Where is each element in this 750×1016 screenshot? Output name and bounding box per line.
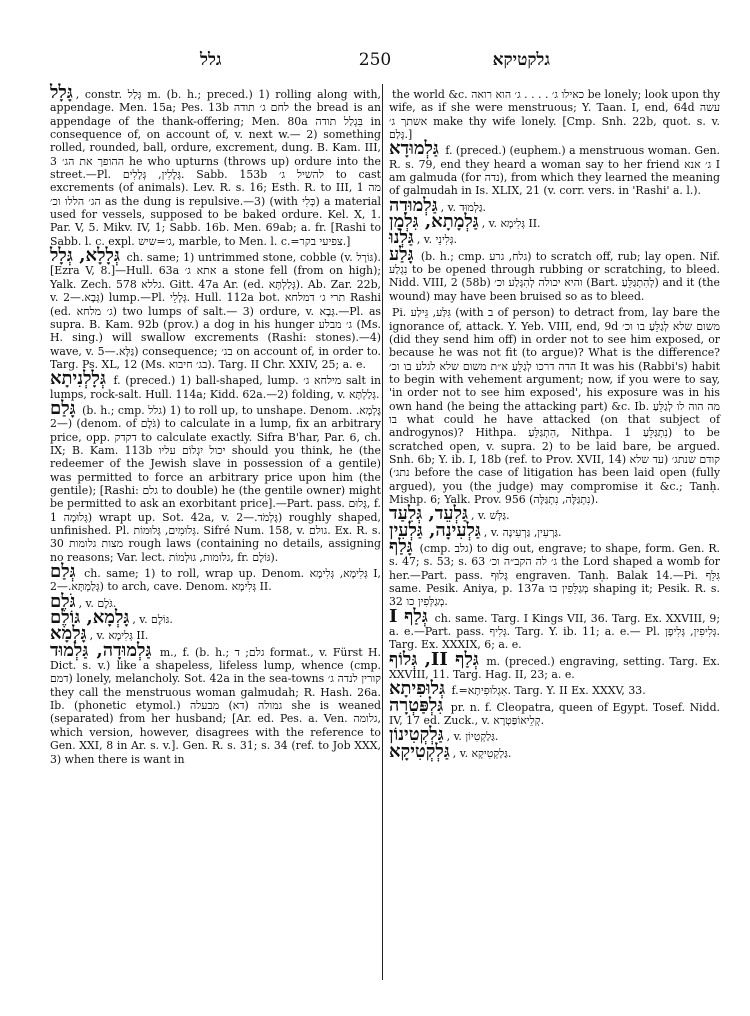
column-divider xyxy=(382,84,383,980)
entry-headword: גַּלְעִינָה, גַּלְעִין xyxy=(389,519,481,541)
entry-definition: , v. גְּלִימָא II. xyxy=(481,217,541,231)
entry-definition: m. (preced.) engraving, setting. Targ. Ex. XXVIII, 11. Targ. Hag. II, 23; a. e. xyxy=(389,654,721,682)
entry-definition: , v. גַּלְּשׁ. xyxy=(470,509,510,523)
entry-definition: (b. h.; cmp. גלל) 1) to roll up, to unshape. Denom. גָּלְמָא.—2) (denom. of גֹּלֶם) to calculate in a lump, fix an arbitrary price, opp. דקדק to calculate exactly. Sifra B'har, Par. 6, ch. IX; B. Kam. 113b יכול יִגְלוֹם עליו should you think, he (the redeemer of the Jewish slave in possession of a gentile) was permitted to force an arbitrary price upon him (the gentile); [Rashi: גלם to double) he (the gentile owner) might be permitted to ask an exorbitant price].—Part. pass. גָּלוּם, f. גְּלוּמָה 1) wrapt up. Sot. 42a, v. גָּלְמֹד.—2) roughly shaped, unfinished. Pl. גְּלוּמִים, גְּלוּמוֹת. Sifré Num. 158, v. גולם. Ex. R. s. 30 מצות גלומות rough laws (containing no details, assigning no reasons; Var. lect. גלומות, גוּלְמוֹת, fr. גּוֹלֶם). xyxy=(50,403,382,564)
entry-definition: f. (preced.) 1) ball-shaped, lump. מילחא ג׳ salt in lumps, rock-salt. Hull. 114a; Kidd. 62a.—2) folding, v. גְּלַלְתָּא. xyxy=(50,374,381,401)
right-column xyxy=(389,86,720,761)
entry-headword: גַּלְנוּ xyxy=(389,227,414,249)
entry-headword: גַּלְמוּדָה xyxy=(389,194,438,216)
dictionary-entry xyxy=(389,536,720,609)
entry-definition: ch. same; 1) untrimmed stone, cobble (v. גּוֹרָל). [Ezra V, 8.]—Hull. 63a אתא ג׳ a stone fell (from on high); Yalk. Zech. 578 גללא. Gitt. 47a Ar. (ed. גְּלַלְתָּא). Ab. Zar. 22b, v. גְּבָא.—2) lump.—Pl. גְּלָלֵי. Hull. 112a bot. תרי ג׳ דמלחא Rashi (ed. ג׳ מלחא) two lumps of salt.— 3) ordure, v. גְּבָא.—Pl. as supra. B. Kam. 92b (prov.) a dog in his hunger ג׳ מבלע (Ms. H. sing.) will swallow excrements (Rashi: stones).—4) wave, v. גַּלָּא.—5) consequence; בג׳ on account of, in order to. Targ. Ps. XL, 12 (Ms. בג׳ חיבוא). Targ. II Chr. XXIV, 25; a. e. xyxy=(50,251,382,371)
entry-headword: גֹּלֶם xyxy=(50,590,76,612)
running-header xyxy=(20,50,730,74)
dictionary-entry xyxy=(389,605,721,652)
dictionary-entry xyxy=(50,607,381,629)
dictionary-entry xyxy=(389,138,721,198)
entry-headword: גָּלַע xyxy=(389,243,414,265)
entry-headword: גַּלְמוּדָה, גַּלְמוּד xyxy=(50,639,152,661)
dictionary-entry xyxy=(389,86,720,141)
entry-definition: , v. גְּלִינֵי. xyxy=(416,233,457,247)
dictionary-entry xyxy=(389,304,720,506)
entry-definition: ch. same; 1) to roll, wrap up. Denom. גְּלִימָא, גְּלִימָא I, גְּלַמְתָּא.—2) to arch, cave. Denom. גְּלִימָא II. xyxy=(50,567,381,594)
entry-headword: גָּלָל xyxy=(50,82,73,103)
dictionary-entry xyxy=(389,227,720,249)
dictionary-entry xyxy=(389,740,720,762)
entry-definition: ch. same. Targ. I Kings VII, 36. Targ. Ex. XXVIII, 9; a. e.—Part. pass. גְּלִיף. Targ. Y. ib. 11; a. e.— Pl. גְּלִיפִין, גְּלִיפָן. Targ. Ex. XXXIX, 6; a. e. xyxy=(389,611,721,652)
entry-headword: גָּלְמָא, גּוֹלֶם xyxy=(50,607,130,629)
entry-definition: f. (preced.) (euphem.) a menstruous woman. Gen. R. s. 79, end they heard a woman say to her friend ג׳ אנא I am galmuda (for נדה), from which they learned the meaning of galmudah in Is. XLIX, 21 (v. corr. vers. in 'Rashi' a. l.). xyxy=(389,144,721,198)
dictionary-entry xyxy=(50,639,381,766)
entry-headword: גַּלְעֵד, גְּלֵעַד xyxy=(389,503,468,525)
entry-definition: the world &c. כאילו ג׳ . . . . ג׳ הוא רואה be lonely; look upon thy wife, as if she were menstruous; Y. Taan. I, end, 64d עשה אשתך ג׳ make thy wife lonely. [Cmp. Snh. 22b, quot. s. v. גָּלַם.] xyxy=(389,88,721,142)
entry-definition: , constr. גְּלַל m. (b. h.; preced.) 1) rolling along with, appendage. Men. 15a; Pes. 13b לחם ג׳ תודה the bread is an appendage of the thank-offering; Men. 80a בִּגְלַל תודה in consequence of, on account of, v. next w.— 2) something rolled, rounded, ball, ordure, excrement, dung. B. Kam. III, 3 ההופך את הג׳ he who upturns (throws up) ordure into the street.—Pl. גְּלָלִין, גְּלָלִים. Sabb. 153b להשיל ג׳ to cast excrements (of animals). Lev. R. s. 16; Esth. R. to III, 1 מה הג׳ הללו וכ׳ as the dung is repulsive.—3) (with כְּלִי) a material used for vessels, supposed to be baked ordure. Kel. X, 1. Par. V, 5. Mikv. IV, 1; Sabb. 16b. Men. 69ab; a. fr. [Rashi to Sabb. l. c. expl. ג׳=שיש, marble, to Men. l. c.=צפיעי בקר.] xyxy=(50,88,382,248)
entry-definition: , v. גַּלַקְטִיוֹן. xyxy=(446,730,499,744)
entry-definition: f.=אִגְלוּפִיתָא. Targ. Y. II Ex. XXXV, 33. xyxy=(448,684,646,698)
header-left-word: גלל xyxy=(200,50,222,70)
entry-definition: , v. גֹּלֶם. xyxy=(78,596,117,610)
entry-definition: (b. h.; cmp. גלח, גרע) to scratch off, rub; lay open. Nif. נִגְלַע to be opened through rubbing or scratching, to bleed. Nidd. VIII, 2 (58b) והיא יכולה לְהִגָּלַע וכ׳ (Bart. לְהִתְגַּלֵּעַ) and it (the wound) may have been bruised so as to bleed. xyxy=(389,249,720,303)
dictionary-entry xyxy=(50,245,382,371)
entry-headword: גְּלַף I xyxy=(389,605,428,627)
dictionary-entry xyxy=(389,519,720,541)
entry-headword: גַּלְמָתָא, גִּלְמָן xyxy=(389,211,479,233)
entry-headword: גִּלְפַּטְרָה xyxy=(389,694,444,716)
entry-headword: גְּלָלָא, גְּלָל xyxy=(50,245,120,267)
dictionary-entry xyxy=(50,368,381,401)
entry-headword: גָּלַם xyxy=(50,397,76,419)
entry-headword: גְּלַף II, גְּלוֹף xyxy=(389,648,479,670)
entry-definition: , v. גַּלְמוּד. xyxy=(440,200,487,214)
entry-headword: גַּלְקְטִיקָא xyxy=(389,740,450,762)
entry-headword: גַּלְמוּדָא xyxy=(389,138,439,160)
dictionary-entry xyxy=(50,82,382,248)
entry-definition: m., f. (b. h.; גלם; ד format., v. Fürst H. Dict. s. v.) like a shapeless, lifeless lump, whence (cmp. דמם) lonely, melancholy. Sot. 42a in the sea-towns קורין לנדה ג׳ they call the menstruous woman galmudah; R. Hash. 26a. Ib. (phonetic etymol.) גמולה (דא) מבעלה she is weaned (separated) from her husband; [Ar. ed. Pes. a. Ven. גלומה, which version, however, disagrees with the reference to Gen. XXI, 8 in Ar. s. v.]. Gen. R. s. 31; s. 34 (ref. to Job XXX, 3) when there is want in xyxy=(50,645,381,766)
entry-definition: , v. גְּלִימָא II. xyxy=(89,629,149,643)
dictionary-entry xyxy=(50,561,381,594)
dictionary-entry xyxy=(389,694,720,728)
entry-headword: גַּלְקְטִינוֹן xyxy=(389,724,444,746)
entry-definition: pr. n. f. Cleopatra, queen of Egypt. Tosef. Nidd. IV, 17 ed. Zuck., v. קְלֵיאוֹפַּטְרָא. xyxy=(389,700,720,728)
dictionary-entry xyxy=(389,211,720,233)
dictionary-entry xyxy=(50,397,382,564)
entry-definition: , v. גּוֹלֶם. xyxy=(132,613,173,627)
entry-definition: Pi. גִּלַּע, גֵּילַע (with ב of person) to detract from, lay bare the ignorance of, attack. Y. Yeb. VIII, end, 9d משום שלא לְגַלֵּעַ בו וכ׳ (did they send him off) in order not to see him exposed, or because he was not fit (to argue)? What is the difference? הדה דרכו לְגַלֵּעַ א״ת משום שלא לגלע בו וכ׳ It was his (Rabbi's) habit to begin with vehement argument; now, if you were to say, 'in order not to see him exposed', his exposure was in his own hand (he being the attacking part) &c. Ib. מה הוה לו לְגַלֵּעַ בו what could he have attacked (on that subject of androgynos)? Hithpa. הִתְגַּלֵּעַ, Nithpa. נִתְגַּלֵּעַ 1) to be scratched open, v. supra. 2) to be laid bare, be argued. Snh. 6b; Y. ib. I, 18b (ref. to Prov. XVII, 14) קודם שנתג׳ (עד שלא נתג׳) before the case of litigation has been laid open (fully argued), you (the judge) may compromise it &c.; Tanḥ. Mishp. 6; Yalk. Prov. 956 (נִתְגַּלֶּה, נִתְגַּלֶּה). xyxy=(389,306,721,506)
dictionary-entry xyxy=(389,648,721,682)
dictionary-entry xyxy=(389,243,720,303)
entry-headword: גָּלַף xyxy=(389,536,413,557)
header-right-word: גלקטיקא xyxy=(492,50,550,70)
entry-definition: (cmp. גלב) to dig out, engrave; to shape, form. Gen. R. s. 47; s. 53; s. 63 ג׳ לה הקב״ה וכ׳ the Lord shaped a womb for her.—Part. pass. גָּלוּף engraven. Tanḥ. Balak 14.—Pi. גִּלֵּף same. Pesik. Aniya, p. 137a מְגַלֵּפִין בו shaping it; Pesik. R. s. 32 מְגַלְּפִין כו. xyxy=(389,542,720,609)
entry-headword: גְּלָלְנִיתָא xyxy=(50,368,106,390)
entry-definition: , v. גַּלַקְטִיקָא. xyxy=(452,746,512,760)
page-number: 250 xyxy=(358,50,392,70)
entry-headword: גְּלַם xyxy=(50,561,76,583)
entry-headword: גְּלוּפִיתָא xyxy=(389,678,446,700)
entry-definition: , v. גַּרְעִין, גַּרְעִינָה. xyxy=(483,525,562,539)
left-column xyxy=(50,82,382,767)
entry-headword: גָּלְמָא xyxy=(50,623,87,645)
